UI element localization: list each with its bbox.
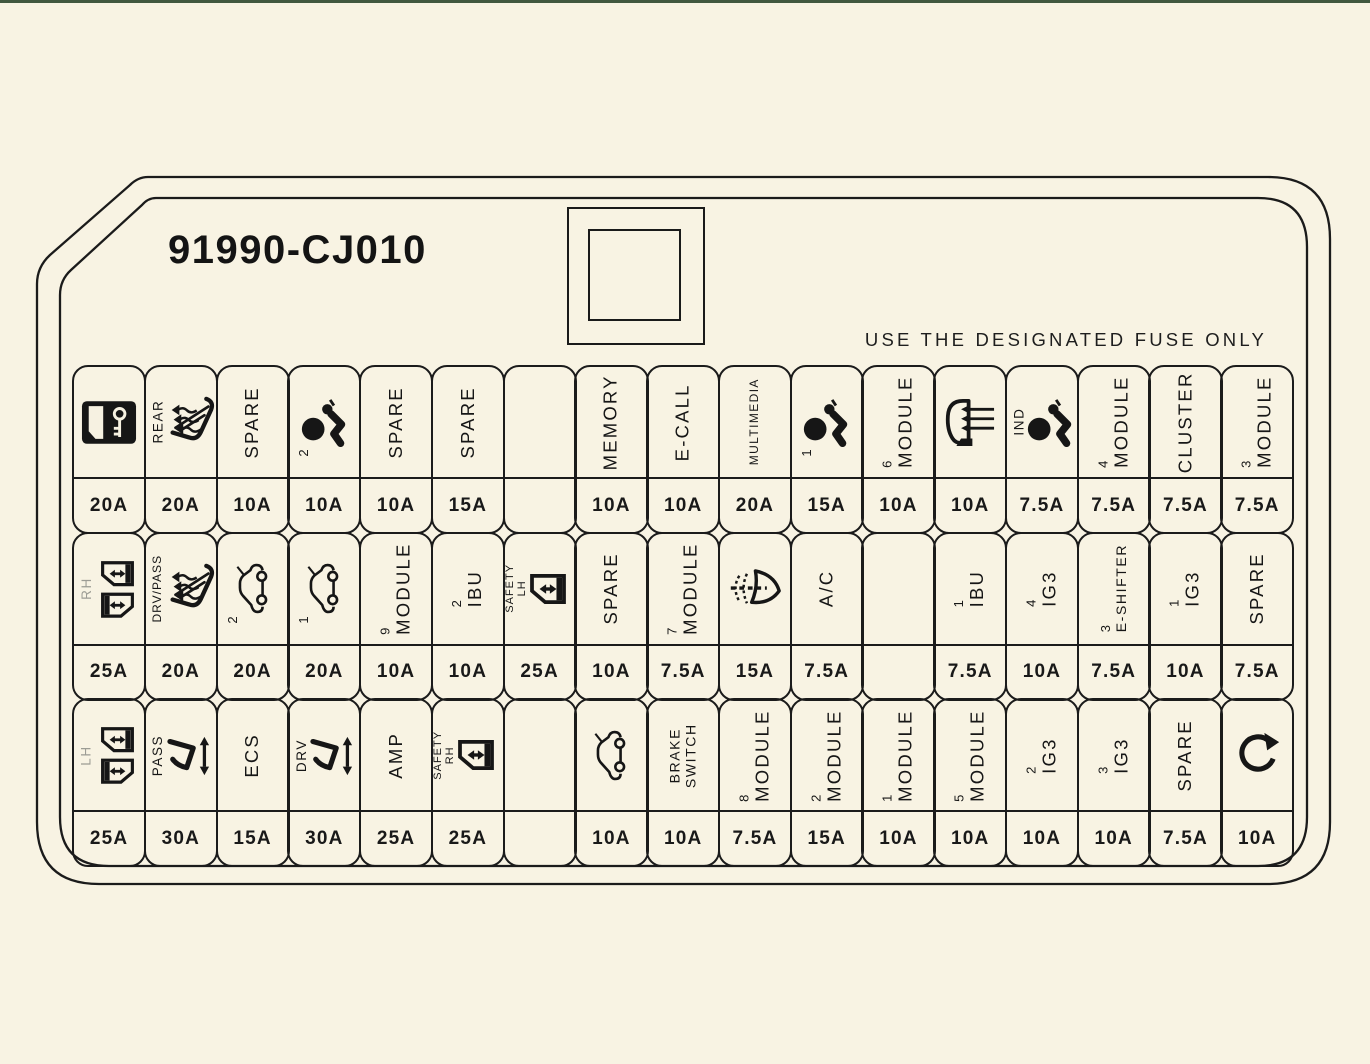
fuse-label-line: E-SHIFTER	[1112, 544, 1129, 633]
fuse-cell-r1c15	[1077, 365, 1151, 534]
fuse-cell-r2c11	[790, 532, 864, 701]
fuse-label	[953, 709, 988, 801]
fuse-amp-rating: 7.5A	[1163, 827, 1208, 849]
fuse-cell-r1c3	[216, 365, 290, 534]
fuse-cell-r3c13	[933, 698, 1007, 867]
fuse-number: 5	[951, 793, 967, 802]
power-window-icon	[457, 739, 495, 771]
fuse-number: 4	[1095, 460, 1111, 469]
fuse-cell-r1c8	[574, 365, 648, 534]
fuse-label-zone	[289, 367, 359, 479]
fuse-cell-r1c5	[359, 365, 433, 534]
fuse-amp-rating: 25A	[520, 661, 559, 683]
fuse-label-zone	[146, 367, 216, 479]
fuse-label-zone	[935, 367, 1005, 479]
fuse-label-zone	[863, 700, 933, 812]
fuse-label	[881, 709, 916, 801]
fuse-icon-wrap	[146, 534, 216, 644]
fuse-amp-rating	[505, 812, 575, 865]
fuse-label	[673, 383, 694, 461]
fuse-amp-rating: 20A	[89, 494, 129, 516]
fuse-amp-rating	[863, 646, 933, 699]
fuse-amp-rating: 15A	[448, 494, 488, 516]
fuse-label-zone	[74, 700, 144, 812]
fuse-label-zone	[792, 367, 862, 479]
fuse-label-line: MODULE	[822, 709, 844, 802]
car-icon	[591, 729, 631, 782]
fuse-label	[667, 723, 698, 788]
fuse-number: 1	[295, 615, 311, 624]
fuse-label	[1096, 737, 1131, 773]
fuse-cell-r3c1	[72, 698, 146, 867]
fuse-side-label-text: REAR	[150, 400, 166, 444]
fuse-label-zone	[1079, 534, 1149, 646]
power-window-pair-icon	[100, 560, 135, 618]
fuse-cell-r3c11	[790, 698, 864, 867]
fuse-label-zone	[935, 700, 1005, 812]
fuse-label-line: IBU	[463, 569, 485, 608]
fuse-label-line: SPARE	[241, 385, 263, 459]
power-window-pair-icon	[100, 726, 135, 784]
fuse-amp-rating: 15A	[807, 494, 846, 516]
fuse-label-zone	[433, 367, 503, 479]
airbag-icon	[298, 398, 351, 447]
fuse-amp-rating: 7.5A	[732, 827, 778, 849]
fuse-label-zone	[433, 700, 503, 812]
fuse-label-zone	[74, 367, 144, 479]
fuse-amp-rating: 10A	[592, 827, 631, 849]
fuse-notice-text: USE THE DESIGNATED FUSE ONLY	[864, 329, 1267, 350]
heated-mirror-icon	[943, 398, 998, 447]
car-icon	[233, 562, 273, 615]
fuse-label	[953, 570, 988, 607]
fuse-amp-rating: 7.5A	[947, 661, 993, 683]
fuse-number: 3	[1095, 765, 1111, 774]
fuse-cell-r3c5	[359, 698, 433, 867]
fuse-cell-r2c8	[574, 532, 648, 701]
fuse-cell-r1c10	[718, 365, 792, 534]
fuse-cell-r1c7	[503, 365, 577, 534]
fuse-amp-rating: 20A	[305, 661, 344, 683]
fuse-label-line: IG3	[1181, 570, 1203, 607]
fuse-label-line: SPARE	[456, 385, 478, 459]
fuse-side-label-text: PASS	[150, 734, 166, 776]
fuse-cell-r3c14	[1005, 698, 1079, 867]
fuse-label-zone	[74, 534, 144, 646]
fuse-label-zone	[648, 534, 718, 646]
fuse-label-line: SPARE	[1245, 552, 1267, 625]
fuse-label-zone	[289, 700, 359, 812]
fuse-amp-rating: 10A	[305, 494, 344, 516]
fuse-label	[601, 374, 622, 470]
fuse-amp-rating: 10A	[879, 494, 918, 516]
fuse-label-zone	[720, 700, 790, 812]
fuse-side-label-text: SAFETY LH	[504, 564, 529, 613]
fuse-cell-r2c7	[503, 532, 577, 701]
power-seat-icon	[165, 735, 214, 776]
fuse-cell-r1c13	[933, 365, 1007, 534]
fuse-icon-wrap	[505, 534, 575, 644]
fuse-cell-r1c1	[72, 365, 146, 534]
fuse-label-line: MODULE	[1109, 375, 1131, 469]
fuse-cell-r1c6	[431, 365, 505, 534]
fuse-label-zone	[218, 367, 288, 479]
fuse-label-zone	[576, 367, 646, 479]
fuse-label-zone	[361, 367, 431, 479]
fuse-label-zone	[1222, 700, 1292, 812]
fuse-label-line: CLUSTER	[1174, 371, 1196, 473]
fuse-label	[1175, 719, 1196, 791]
power-seat-icon	[308, 735, 357, 776]
fuse-amp-rating: 10A	[1022, 827, 1062, 849]
fuse-cell-r2c3	[216, 532, 290, 701]
fuse-label-zone	[146, 700, 216, 812]
fuse-label	[386, 386, 407, 458]
fuse-number: 1	[879, 793, 895, 802]
fuse-label-line: BRAKE	[666, 727, 683, 783]
fuse-amp-rating: 10A	[663, 494, 703, 516]
fuse-label	[1168, 570, 1203, 606]
fuse-amp-rating: 10A	[1094, 827, 1133, 849]
fuse-number: 2	[1023, 765, 1039, 774]
fuse-label-zone	[1222, 367, 1292, 479]
fuse-amp-rating: 10A	[1238, 827, 1277, 849]
fuse-cell-r2c17	[1220, 532, 1294, 701]
fuse-label-line: MODULE	[894, 709, 916, 802]
fuse-label-zone	[505, 534, 575, 646]
fuse-number: 2	[295, 449, 311, 457]
fuse-label-zone	[576, 700, 646, 812]
fuse-cell-r1c9	[646, 365, 720, 534]
fuse-label	[1175, 371, 1196, 473]
fuse-label-zone	[1150, 534, 1220, 646]
fuse-cell-r3c3	[216, 698, 290, 867]
fuse-icon-wrap	[935, 367, 1005, 477]
fuse-label-zone	[935, 534, 1005, 646]
fuse-label	[1024, 737, 1059, 773]
fuse-label	[1240, 376, 1275, 468]
fuse-cell-r3c9	[646, 698, 720, 867]
fuse-label-zone	[720, 534, 790, 646]
fuse-amp-rating: 10A	[376, 661, 416, 683]
fuse-label-zone	[1222, 534, 1292, 646]
fuse-number: 6	[879, 460, 895, 469]
fuse-amp-rating: 10A	[663, 827, 703, 849]
fuse-amp-rating: 7.5A	[1091, 661, 1137, 683]
fuse-cell-r2c5	[359, 532, 433, 701]
fuse-number: 9	[377, 627, 393, 635]
fuse-amp-rating: 10A	[376, 494, 416, 516]
fuse-icon-wrap	[74, 534, 144, 644]
fuse-side-label-text: RH	[78, 577, 94, 600]
fuse-label-zone	[1150, 367, 1220, 479]
fuse-icon-wrap	[146, 700, 216, 810]
fuse-amp-rating: 20A	[735, 494, 775, 516]
fuse-cell-r2c2	[144, 532, 218, 701]
fuse-cell-r2c1	[72, 532, 146, 701]
fuse-amp-rating: 25A	[89, 827, 129, 849]
airbag-icon	[1024, 398, 1077, 447]
restart-icon	[1233, 731, 1281, 779]
fuse-label-line: IBU	[966, 569, 988, 608]
fuse-label-zone	[1007, 534, 1077, 646]
fuse-label-zone	[289, 534, 359, 646]
fuse-cell-r3c10	[718, 698, 792, 867]
fuse-number: 1	[1166, 599, 1182, 607]
fuse-amp-rating: 10A	[879, 827, 918, 849]
fuse-label-zone	[863, 367, 933, 479]
fuse-amp-rating: 15A	[735, 661, 775, 683]
fuse-side-label-text: DRV	[293, 738, 309, 772]
fuse-amp-rating: 10A	[233, 494, 272, 516]
fuse-label-zone	[720, 367, 790, 479]
fuse-amp-rating: 10A	[950, 494, 990, 516]
fuse-cell-r2c14	[1005, 532, 1079, 701]
fuse-label-line: SWITCH	[682, 722, 699, 788]
part-number: 91990-CJ010	[168, 228, 427, 272]
fuse-label	[450, 570, 485, 607]
fuse-label-zone	[361, 534, 431, 646]
fuse-amp-rating: 15A	[233, 827, 272, 849]
fuse-cell-r3c15	[1077, 698, 1151, 867]
door-key-icon	[81, 400, 137, 445]
fuse-cell-r2c10	[718, 532, 792, 701]
fuse-label-line: SPARE	[600, 552, 622, 625]
fuse-cell-r3c7	[503, 698, 577, 867]
fuse-side-label-text: SAFETY RH	[432, 730, 457, 780]
fuse-label-line: E-CALL	[671, 383, 693, 461]
fuse-label	[737, 709, 772, 801]
fuse-amp-rating: 30A	[161, 827, 201, 849]
fuse-label-zone	[1007, 367, 1077, 479]
fuse-cell-r3c8	[574, 698, 648, 867]
fuse-label	[1247, 552, 1268, 624]
fuse-amp-rating: 7.5A	[1163, 494, 1208, 516]
fuse-label-zone	[1079, 700, 1149, 812]
fuse-side-label-text: LH	[78, 744, 94, 766]
fuse-amp-rating: 25A	[448, 827, 488, 849]
fuse-number: 3	[1097, 625, 1113, 633]
fuse-cell-r2c13	[933, 532, 1007, 701]
fuse-label	[666, 542, 701, 634]
fuse-cell-r3c17	[1220, 698, 1294, 867]
fuse-amp-rating: 7.5A	[1234, 661, 1280, 683]
fuse-icon-wrap	[146, 367, 216, 477]
fuse-label-line: AMP	[384, 731, 406, 779]
fuse-amp-rating	[505, 479, 575, 532]
car-icon	[304, 562, 344, 615]
fuse-label	[386, 732, 407, 779]
fuse-cell-r1c16	[1148, 365, 1222, 534]
fuse-number: 2	[224, 615, 240, 624]
fuse-cell-r1c14	[1005, 365, 1079, 534]
airbag-icon	[800, 398, 853, 447]
heated-seat-icon	[163, 396, 215, 448]
fuse-label	[379, 542, 414, 634]
fuse-amp-rating: 30A	[305, 827, 344, 849]
fuse-label-line: IG3	[1037, 736, 1059, 774]
fuse-cell-r2c12	[861, 532, 935, 701]
fuse-label-line: MODULE	[894, 375, 916, 469]
fuse-amp-rating: 20A	[161, 494, 201, 516]
fuse-amp-rating: 10A	[1022, 661, 1062, 683]
fuse-label	[601, 552, 622, 624]
fuse-label-line: MEMORY	[600, 373, 622, 471]
heated-seat-icon	[163, 563, 215, 615]
fuse-cell-r1c11	[790, 365, 864, 534]
fuse-cell-r1c4	[287, 365, 361, 534]
fuse-number: 4	[1023, 599, 1039, 607]
fuse-label-line: A/C	[815, 569, 837, 608]
fuse-label	[242, 733, 263, 778]
fuse-side-label-text: DRV/PASS	[150, 554, 165, 623]
fuse-label-zone	[361, 700, 431, 812]
fuse-label-zone	[433, 534, 503, 646]
fuse-amp-rating: 7.5A	[1234, 494, 1280, 516]
fuse-label-zone	[1150, 700, 1220, 812]
fuse-number: 7	[664, 627, 680, 635]
fuse-label	[242, 386, 263, 458]
fuse-label-zone	[792, 534, 862, 646]
fuse-cell-r2c16	[1148, 532, 1222, 701]
fuse-cell-r2c15	[1077, 532, 1151, 701]
fuse-cell-r3c2	[144, 698, 218, 867]
fuse-amp-rating: 25A	[89, 661, 129, 683]
fuse-icon-wrap	[433, 700, 503, 810]
fuse-label-line: MODULE	[679, 542, 701, 635]
fuse-amp-rating: 20A	[233, 661, 272, 683]
fuse-number: 2	[808, 793, 824, 802]
fuse-icon-wrap	[576, 700, 646, 810]
fuse-label-line: IG3	[1109, 736, 1131, 774]
fuse-cell-r3c4	[287, 698, 361, 867]
fuse-label	[809, 709, 844, 801]
fuse-label-line: MULTIMEDIA	[747, 378, 762, 466]
fuse-amp-rating: 7.5A	[804, 661, 850, 683]
fuse-icon-wrap	[289, 700, 359, 810]
fuse-label-zone	[218, 534, 288, 646]
fuse-label-zone	[1079, 367, 1149, 479]
fuse-cell-r3c6	[431, 698, 505, 867]
relay-slot-outer	[567, 207, 705, 345]
fuse-cell-r1c2	[144, 365, 218, 534]
fuse-label-zone	[648, 700, 718, 812]
fuse-amp-rating: 25A	[376, 827, 416, 849]
fuse-label-zone	[505, 367, 575, 479]
fuse-amp-rating: 15A	[807, 827, 846, 849]
fuse-amp-rating: 7.5A	[1091, 494, 1137, 516]
fuse-label	[1096, 376, 1131, 468]
fuse-side-label-text: IND	[1011, 407, 1027, 437]
fuse-cell-r1c12	[861, 365, 935, 534]
fuse-label-line: MODULE	[392, 542, 414, 635]
fuse-cell-r1c17	[1220, 365, 1294, 534]
fuse-number: 2	[449, 599, 465, 608]
fuse-cell-r3c16	[1148, 698, 1222, 867]
washer-icon	[727, 568, 782, 610]
fuse-cell-r2c6	[431, 532, 505, 701]
fuse-icon-wrap	[1007, 367, 1077, 477]
fuse-label-line: ECS	[241, 732, 263, 778]
fuse-label-line: MODULE	[966, 709, 988, 802]
fuse-amp-rating: 10A	[448, 661, 488, 683]
fuse-label-zone	[576, 534, 646, 646]
fuse-label-zone	[146, 534, 216, 646]
fuse-amp-rating: 7.5A	[660, 661, 706, 683]
fuse-label-line: SPARE	[1174, 719, 1196, 792]
fuse-amp-rating: 10A	[1166, 661, 1205, 683]
fuse-label-zone	[648, 367, 718, 479]
fuse-icon-wrap	[74, 367, 144, 477]
fuse-label-line: SPARE	[384, 385, 406, 459]
fuse-number: 1	[798, 449, 814, 457]
fuse-label-line: MODULE	[1253, 375, 1275, 469]
fuse-label-line: MODULE	[750, 709, 772, 802]
fuse-number: 3	[1238, 460, 1254, 469]
fuse-cell-r2c9	[646, 532, 720, 701]
fuse-label-zone	[792, 700, 862, 812]
fuse-label	[881, 376, 916, 468]
fuse-label-zone	[505, 700, 575, 812]
fuse-number: 8	[736, 793, 752, 802]
fuse-label	[1099, 544, 1129, 632]
power-window-icon	[529, 573, 567, 605]
fuse-label-zone	[218, 700, 288, 812]
fuse-cell-r3c12	[861, 698, 935, 867]
fuse-icon-wrap	[74, 700, 144, 810]
fuse-amp-rating: 10A	[592, 661, 631, 683]
fuse-amp-rating: 10A	[592, 494, 631, 516]
fuse-cell-r2c4	[287, 532, 361, 701]
fuse-label	[1024, 570, 1059, 606]
fuse-icon-wrap	[720, 534, 790, 644]
fuse-label-zone	[863, 534, 933, 646]
fuse-number: 1	[951, 599, 967, 608]
fuse-label-line: IG3	[1037, 570, 1059, 607]
fuse-label-zone	[1007, 700, 1077, 812]
fuse-label	[458, 386, 479, 458]
fuse-amp-rating: 20A	[161, 661, 201, 683]
relay-slot-inner	[588, 229, 681, 321]
fuse-amp-rating: 7.5A	[1019, 494, 1065, 516]
fuse-amp-rating: 10A	[950, 827, 990, 849]
fuse-label	[816, 570, 837, 607]
fuse-icon-wrap	[1222, 700, 1292, 810]
fuse-label	[748, 378, 761, 465]
